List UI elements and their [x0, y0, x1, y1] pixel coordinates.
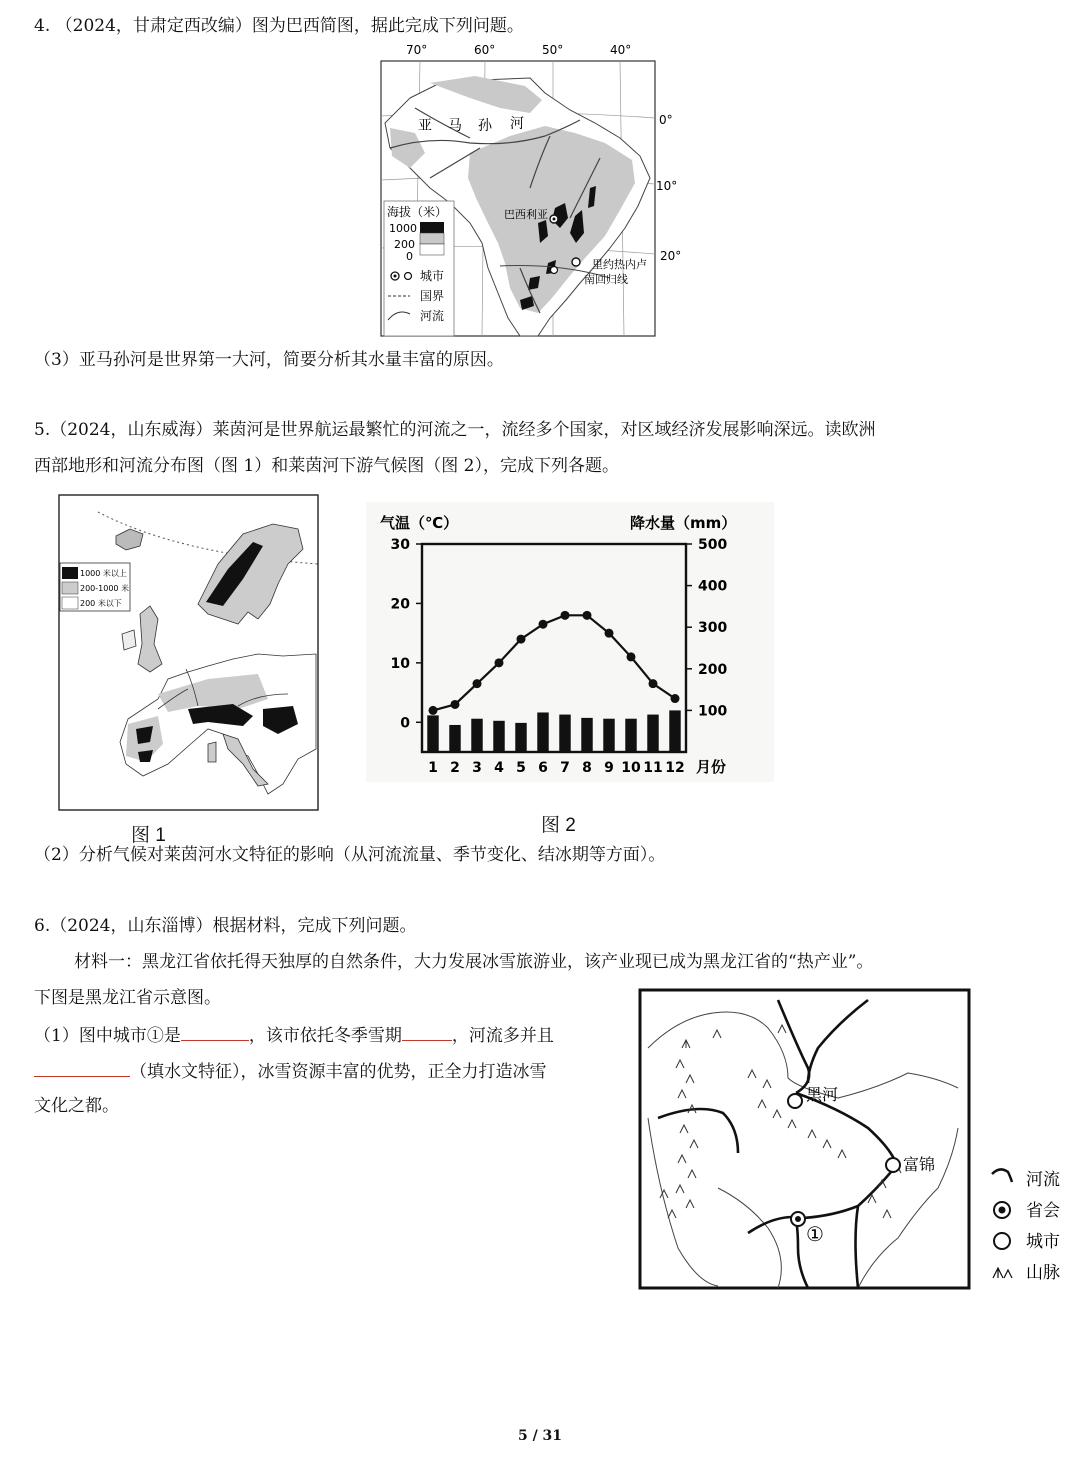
- lat-label: 0°: [659, 113, 673, 127]
- rio-marker: [572, 258, 580, 266]
- month-label: 7: [560, 760, 570, 776]
- precip-bar: [581, 718, 592, 752]
- precip-bar: [669, 710, 680, 752]
- q4-sub3: （3）亚马孙河是世界第一大河，简要分析其水量丰富的原因。: [34, 350, 504, 370]
- precip-bar: [537, 712, 548, 752]
- legend-level: 200: [394, 238, 415, 251]
- precip-bar: [603, 719, 614, 752]
- fig1-legend-item: 200 米以下: [80, 599, 122, 608]
- lon-label: 40°: [610, 43, 632, 57]
- q6-sub1-part-d: （填水文特征），冰雪资源丰富的优势，正全力打造冰雪: [130, 1062, 547, 1082]
- river-char: 孙: [478, 118, 492, 134]
- month-label: 10: [621, 760, 641, 776]
- precip-bar: [515, 723, 526, 752]
- q6-sub1-line1: [34, 1022, 554, 1048]
- temp-tick-label: 20: [390, 596, 410, 613]
- temp-point: [429, 706, 438, 715]
- city-label-brasilia: 巴西利亚: [504, 208, 548, 221]
- brazil-map: [370, 38, 690, 343]
- precip-tick-label: 100: [698, 703, 728, 720]
- q6-sub1-part-a: （1）图中城市①是: [34, 1026, 181, 1046]
- x-unit-label: 月份: [696, 758, 727, 776]
- climate-chart: [366, 502, 774, 782]
- temp-point: [671, 694, 680, 703]
- city-label-rio: 里约热内卢: [592, 258, 647, 271]
- river-char: 马: [448, 118, 462, 134]
- q5-sub2: （2）分析气候对莱茵河水文特征的影响（从河流流量、季节变化、结冰期等方面）。: [34, 845, 666, 865]
- precip-tick-label: 300: [698, 620, 728, 637]
- fujin-marker: [886, 1158, 900, 1172]
- q6-sub1-line3: 文化之都。: [34, 1096, 119, 1116]
- precip-bar: [647, 715, 658, 752]
- q6-sub1-part-c: ，河流多并且: [451, 1026, 554, 1046]
- q6-material-line2: 下图是黑龙江省示意图。: [34, 988, 221, 1008]
- temp-point: [451, 700, 460, 709]
- legend-city: 城市: [420, 269, 445, 283]
- legend-capital: 省会: [1026, 1201, 1060, 1221]
- temp-point: [473, 679, 482, 688]
- q6-sub1-part-b: ，该市依托冬季雪期: [248, 1026, 402, 1046]
- month-label: 2: [450, 760, 460, 776]
- city-label-fujin: 富锦: [903, 1155, 936, 1174]
- legend-level: 0: [406, 250, 413, 263]
- precip-tick-label: 500: [698, 537, 728, 553]
- q6-material-line1: 材料一：黑龙江省依托得天独厚的自然条件，大力发展冰雪旅游业，该产业现已成为黑龙江省的“热产业”。: [74, 952, 874, 972]
- precip-tick-label: 200: [698, 661, 728, 678]
- temp-tick-label: 10: [390, 655, 410, 672]
- month-label: 1: [428, 760, 438, 776]
- fig2-caption: 图 2: [541, 815, 576, 836]
- month-label: 8: [582, 760, 592, 776]
- precip-bar: [427, 715, 438, 752]
- fig1-caption: 图 1: [131, 825, 166, 846]
- q6-sub1-line2: [34, 1058, 547, 1084]
- capital-mark: ①: [806, 1222, 824, 1246]
- temp-point: [583, 611, 592, 620]
- tropic-label: 南回归线: [584, 273, 628, 286]
- temp-point: [627, 652, 636, 661]
- temp-point: [495, 658, 504, 667]
- legend-mountain: 山脉: [1026, 1263, 1060, 1283]
- month-label: 11: [643, 760, 663, 776]
- lon-label: 50°: [542, 43, 564, 57]
- month-label: 5: [516, 760, 526, 776]
- lat-label: 20°: [660, 249, 682, 263]
- precip-tick-label: 400: [698, 578, 728, 595]
- legend-river: 河流: [1026, 1170, 1060, 1190]
- heilongjiang-map: [638, 988, 972, 1290]
- answer-blank-city[interactable]: [181, 1022, 249, 1041]
- legend-city: 城市: [1026, 1232, 1060, 1252]
- temp-tick-label: 0: [400, 715, 410, 732]
- lat-label: 10°: [656, 179, 678, 193]
- month-label: 12: [665, 760, 685, 776]
- right-axis-label: 降水量（mm）: [630, 514, 737, 532]
- precip-bar: [625, 719, 636, 752]
- q6-stem: 6.（2024，山东淄博）根据材料，完成下列问题。: [34, 916, 417, 936]
- temp-tick-label: 30: [390, 537, 410, 553]
- month-label: 9: [604, 760, 614, 776]
- q5-stem-line2: 西部地形和河流分布图（图 1）和莱茵河下游气候图（图 2），完成下列各题。: [34, 456, 619, 476]
- q5-stem-line1: 5.（2024，山东威海）莱茵河是世界航运最繁忙的河流之一，流经多个国家，对区域经济发展影响深远。读欧洲: [34, 420, 876, 440]
- temp-point: [605, 629, 614, 638]
- heilongjiang-legend: [988, 1162, 1076, 1290]
- lon-label: 70°: [406, 43, 428, 57]
- precip-bar: [449, 725, 460, 752]
- answer-blank-hydro[interactable]: [34, 1058, 130, 1077]
- precip-bar: [493, 721, 504, 752]
- fig1-legend-item: 200-1000 米: [80, 584, 130, 593]
- europe-map: [58, 494, 320, 812]
- river-char: 亚: [418, 118, 432, 134]
- q4-stem: 4. （2024，甘肃定西改编）图为巴西简图，据此完成下列问题。: [34, 16, 524, 36]
- temp-point: [649, 679, 658, 688]
- temp-point: [539, 620, 548, 629]
- month-label: 6: [538, 760, 548, 776]
- temp-point: [517, 635, 526, 644]
- precip-bar: [559, 715, 570, 752]
- answer-blank-snow[interactable]: [402, 1022, 452, 1041]
- legend-level: 1000: [389, 222, 417, 235]
- legend-border: 国界: [420, 289, 445, 303]
- city-label-heihe: 黑河: [806, 1085, 839, 1104]
- month-label: 3: [472, 760, 482, 776]
- left-axis-label: 气温（℃）: [380, 514, 459, 532]
- lon-label: 60°: [474, 43, 496, 57]
- river-char: 河: [510, 116, 524, 132]
- heihe-marker: [788, 1094, 802, 1108]
- page-number: 5 / 31: [517, 1428, 563, 1444]
- city-marker: [551, 267, 558, 274]
- legend-river: 河流: [420, 309, 445, 323]
- precip-bar: [471, 719, 482, 752]
- legend-title: 海拔（米）: [387, 205, 448, 219]
- temp-point: [561, 611, 570, 620]
- month-label: 4: [494, 760, 504, 776]
- fig1-legend-item: 1000 米以上: [80, 569, 127, 578]
